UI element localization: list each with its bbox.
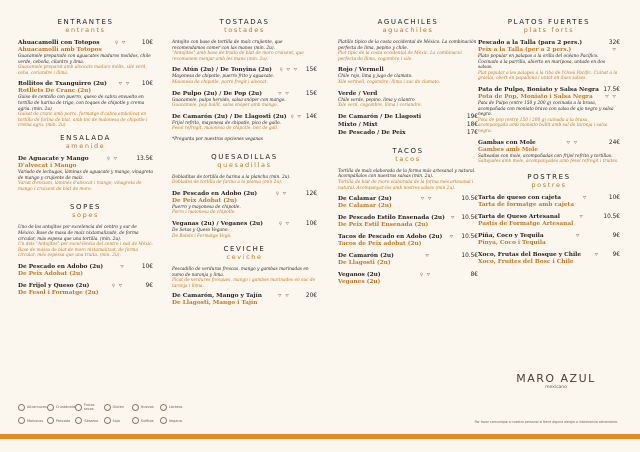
section-title: ENSALADA [60, 133, 111, 142]
item-desc: Pata de Pulpo (entre 150 y 200 g) cocinada a la brasa, acompañada con moniato bravo con salsa de ajo negro y salsa negra. [478, 100, 614, 118]
item-name: De Camarón (2u) [338, 253, 394, 260]
section-note: Dobladitas de tortilla de harina a la plancha (min. 2u). [172, 174, 291, 180]
item-desc-ca: Guisat de cranc amb porro, formatge d'cabra embolicat en tortilla de farina de blat, amb toc de maionesa de chipotle i crema agra. (min. 2u) [18, 112, 148, 129]
section-note: Uno de los antojitos por excelencia del centro y sur de México. Base de masa de maíz nixtamalizado, de forma circular, más espesa que una tortilla. (min. 2u). [18, 225, 139, 242]
item-price: 13.5€ [136, 155, 153, 162]
item-name-ca: De Llagosti, Mango i Tajín [172, 300, 258, 307]
menu-item [18, 264, 153, 278]
allergen-icons: ♀ ⛛ [111, 283, 124, 289]
section-subtitle: amenide [65, 141, 106, 150]
menu-item [172, 67, 317, 85]
item-price: 18€ [466, 121, 478, 128]
section-title: CEVICHE [223, 245, 266, 254]
item-name-ca: De Peix Estil Ensenada (2u) [338, 222, 429, 229]
item-desc-ca: De Bolets i Formatge Vegà. [172, 233, 232, 239]
mollusc-icon [18, 417, 25, 424]
quesadillas-header [172, 153, 317, 169]
section-note-ca: Doblades de tortilla de farina a la planxa (min 2u). [172, 180, 283, 186]
allergen-icons: ♀ ⛛ [419, 273, 432, 279]
item-desc: Salteadas con mole, acompañadas con frijol refrito y tortillas. [478, 153, 613, 159]
ensalada-header [18, 134, 153, 150]
item-price: 10€ [141, 263, 153, 270]
item-name: Tacos de Pescado en Adobo (2u) [338, 234, 443, 241]
item-name: De Frijol y Queso (2u) [18, 282, 90, 289]
item-desc-ca: Saltejades amb mole, acompanyades amb fesol refregit i truites. [478, 159, 619, 165]
item-desc-ca: Maionesa de chipotle, porro fregit i alvocat. [172, 79, 268, 85]
allergen-icons: ♀ ⛛ [114, 41, 127, 46]
section-subtitle: plats forts [523, 26, 575, 34]
section-subtitle: quesadillas [217, 160, 272, 169]
menu-item [338, 234, 478, 248]
section-note-ca: "Antojitos" amb base de truita de blat de moro cruixent, que recomanem menjar amb les mans (min. 2u). [172, 51, 304, 62]
item-desc: Chile rojo, lima y jugo de clamato. [338, 74, 413, 80]
menu-item [172, 114, 317, 132]
aguachiles-prices [338, 114, 478, 137]
item-desc: Guiso de centollo con puerro, queso de cabra envuelto en tortilla de harina de trigo, con toques de chipotle y crema agria. (min. 2u) [18, 95, 145, 112]
allergen-icons: ⛛ [575, 233, 581, 239]
item-price: 9€ [612, 251, 620, 258]
menu-item [478, 40, 620, 82]
allergen-icons: ♀ ⛛ [278, 221, 291, 227]
menu-item [338, 272, 478, 286]
item-price: 10€ [141, 40, 153, 46]
sesame-icon [75, 417, 82, 424]
section-title: QUESADILLAS [211, 152, 278, 161]
item-name: Pescado a la Talla (para 2 pers.) [478, 40, 583, 46]
allergen-icons: ⛛ [594, 252, 600, 258]
item-name-ca: Pinya, Coco i Tequila [478, 239, 546, 246]
item-name-ca: Pastís de Formatge Artesanal [478, 220, 574, 227]
item-desc-ca: Guacamole preparat amb alvocats madurs mòlts, xile verd, ceba, coriandre i llima. [18, 65, 147, 76]
item-desc: De Setas y Queso Vegano. [172, 227, 229, 233]
item-price: 9€ [612, 232, 620, 239]
section-subtitle: sopes [72, 211, 99, 220]
item-name-ca: Xoco, Fruites del Bosc i Chile [478, 258, 574, 265]
allergy-footer-note: Por favor comunique a nuestro personal si tiene alguna alergia o intolerancia alimentaria. [474, 420, 618, 424]
item-name-ca: Tarta de formatge amb cajeta [478, 201, 574, 208]
item-desc: Plato popular en palapas a la orilla del océano Pacífico. Cocinado a la parrilla, abierto en mariposa, untado en dos salsas. [478, 54, 606, 71]
platos-header [478, 18, 620, 34]
allergen-icons: ⛛ [582, 195, 588, 201]
item-name: De Pulpo (2u) / De Pop (2u) [172, 90, 262, 97]
column-2 [172, 18, 317, 312]
section-title: ENTRANTES [57, 18, 114, 26]
soy-icon [104, 417, 111, 424]
item-desc: Guacamole, pulpo hervido, salsa snóper con mango. [172, 97, 286, 103]
section-title: TOSTADAS [219, 18, 270, 26]
allergen-icons: ⛛ [449, 235, 455, 241]
price-row-label: De Camarón / De Llagosti [338, 113, 422, 120]
menu-item [18, 283, 153, 297]
item-name-ca: Gambes amb Mole [478, 146, 538, 153]
brand-logo [516, 372, 596, 390]
item-price: 20€ [305, 293, 317, 300]
sopes-header [18, 203, 153, 219]
legend-item: Frutos secos [75, 403, 103, 411]
allergen-icons: ♀ ⛛ [290, 114, 303, 120]
item-price: 12€ [305, 190, 317, 197]
item-price: 8€ [470, 272, 478, 279]
allergen-icons: ⛛ [579, 214, 585, 220]
section-title: PLATOS FUERTES [507, 18, 591, 26]
item-name-ca: Peix a la Talla (per a 2 pers.) [478, 47, 572, 53]
section-subtitle: tacos [395, 154, 421, 163]
menu-item [478, 140, 620, 165]
lupin-icon [18, 404, 25, 411]
item-name-ca: De Calamar (2u) [338, 203, 392, 210]
allergen-legend [18, 403, 188, 424]
item-price: 10.5€ [603, 213, 620, 220]
entrantes-header [18, 18, 153, 34]
menu-item [172, 91, 317, 109]
item-price: 9€ [145, 282, 153, 289]
section-note-ca: Tortilla de blat de moro elaborada de la forma més artesanal i natural. Acompanyar-los amb nostres salses (min 2u). [338, 179, 474, 191]
allergen-icons: ♀ ⛛ [275, 191, 288, 197]
item-name: Piña, Coco y Tequila [478, 232, 544, 239]
allergen-icons: ⛛ ⛛ [277, 294, 290, 300]
section-note-ca: Un dels "Antojitos" per excel·lència del centre i sud de Mèxic. Base de massa de blat de moro nixtamalitzat, de forma circular, més espessa que una truita. (min. 2u). [18, 242, 153, 259]
item-price: 10.5€ [461, 196, 478, 203]
menu-item [338, 67, 478, 85]
section-subtitle: tostades [224, 26, 265, 34]
crustacean-icon [47, 404, 54, 411]
item-price: 10€ [141, 81, 153, 88]
item-price: 17€ [466, 129, 478, 136]
price-row-label: De Pescado / De Peix [338, 129, 406, 136]
item-name: Tarta de queso con cajeta [478, 194, 562, 201]
item-name-ca: Veganes (2u) [338, 279, 381, 286]
vegan-footnote: *Pregunta por nuestras opciones veganas [172, 136, 263, 142]
item-name-ca: Pota de Pop, Moniato i Salsa Negra [478, 93, 593, 100]
item-desc-ca: Variat d'enciam, làmines d'alvocat i mango, vinagreta de mango i cruixent de blat de moro. [18, 181, 142, 192]
item-desc-ca: Fesol refregit, maionesa de chipotle, bec de gall. [172, 126, 279, 132]
item-name: De Atún (2u) / De Tonyina (2u) [172, 67, 272, 74]
item-price: 24€ [608, 139, 620, 146]
allergen-icons: ⛛ ⛛ [118, 82, 131, 88]
menu-item [172, 221, 317, 239]
allergen-icons: ⛛ [120, 264, 125, 270]
aguachiles-header [338, 18, 478, 34]
nuts-icon [75, 404, 82, 411]
section-note: Pescadillo de verduras frescas, mango y gambas marinadas en zumo de naranja y lima. [172, 267, 309, 278]
allergen-icons: ♀ ⛛ [106, 156, 119, 162]
item-name: Rojo / Vermell [338, 67, 384, 74]
menu-item [478, 195, 620, 209]
legend-item: Crustáceos [47, 403, 75, 411]
section-subtitle: ceviche [226, 253, 263, 262]
item-name: De Pescado Estilo Ensenada (2u) [338, 215, 445, 222]
legend-item: Sésamo [75, 417, 103, 424]
section-title: SOPES [69, 203, 102, 212]
menu-item [478, 233, 620, 247]
item-desc-ca: Pota de pop (entre 150 i 200 g) cuinada a la brasa, acompanyada amb moniato bullit amb sal de taronja i salsa negra. [478, 117, 608, 134]
item-name: Ahuacamolli con Totopos [18, 40, 100, 46]
item-name: Gambas con Mole [478, 139, 536, 146]
legend-item: Lácteos [160, 403, 188, 411]
section-title: TACOS [392, 146, 424, 155]
postres-header [478, 173, 620, 189]
menu-item [338, 91, 478, 109]
item-name-ca: D'alvocat i Mango [18, 162, 77, 169]
item-desc-ca: Guacamole, pop bullit, salsa snòper amb mango. [172, 103, 278, 109]
item-name: Xoco, Frutas del Bosque y Chile [478, 251, 582, 258]
item-price: 32€ [608, 40, 620, 46]
menu-item [172, 191, 317, 216]
item-desc: Mayonesa de chipotle, puerro frito y aguacate. [172, 74, 275, 80]
item-price: 10.5€ [461, 253, 478, 260]
item-desc: Chile verde, pepino, lima y cilantro [338, 97, 415, 103]
item-price: 15€ [305, 90, 317, 97]
allergen-icons: ⛛ [450, 216, 456, 222]
item-name: Verde / Verd [338, 90, 378, 97]
menu-item [18, 81, 153, 129]
tacos-header [338, 147, 478, 163]
column-4 [478, 18, 620, 271]
menu-item [172, 293, 317, 307]
section-title: POSTRES [527, 172, 571, 181]
item-name: De Camarón (2u) / De Llagosti (2u) [172, 113, 287, 120]
item-name-ca: Ahuacamolli amb Totopos [18, 47, 102, 53]
section-note-ca: Plat típic de la costa occidental de Mèxic. La combinació perfecta de llima, cogombre i xile. [338, 51, 462, 62]
item-price: 10€ [608, 194, 620, 201]
section-note-ca: Picat de verdures fresques, mango i gambes marinades en suc de taronja i llima. [172, 278, 316, 289]
item-desc-ca: Xile verd, cogombre, llima i coriandre. [338, 103, 423, 109]
item-name: De Pescado en Adobo (2u) [172, 190, 258, 197]
item-desc: Guacamole preparado con aguacates maduros molidos, chile verde, cebolla, cilantro y lima. [18, 54, 151, 65]
section-subtitle: entrants [65, 26, 106, 34]
item-name: De Pescado en Adobo (2u) [18, 263, 104, 270]
legend-item: Soja [104, 417, 132, 424]
item-name: Veganas (2u) / Veganes (2u) [172, 220, 263, 227]
legend-item: Gluten [104, 403, 132, 411]
item-name-ca: Rotllets De Cranc (2u) [18, 88, 92, 95]
item-name: Pata de Pulpo, Boniato y Salsa Negra [478, 86, 599, 93]
tostadas-header [172, 18, 317, 34]
menu-item [478, 214, 620, 228]
section-title: AGUACHILES [377, 18, 439, 26]
menu-item [338, 253, 478, 267]
allergen-icons: ⛛ ⛛ [420, 197, 433, 203]
allergen-icons: ⛛ ⛛ [277, 91, 290, 97]
section-note: Platillo típico de la costa occidental de México. La combinación perfecta de lima, pepino y chile. [338, 40, 477, 51]
brand-subtitle: mexicano [545, 385, 567, 390]
menu-item [338, 215, 478, 229]
item-price: 17.5€ [603, 86, 620, 93]
item-name-ca: De Peix Adobat (2u) [172, 197, 237, 204]
item-name: Veganos (2u) [338, 272, 381, 279]
egg-icon [132, 404, 139, 411]
item-name: Tarta de Queso Artesanal [478, 213, 560, 220]
menu-item [18, 40, 153, 76]
menu-item [478, 87, 620, 135]
item-name-ca: Tacos de Peix adobat (2u) [338, 241, 422, 248]
sulphite-icon [132, 417, 139, 424]
column-3 [338, 18, 478, 291]
item-name: De Calamar (2u) [338, 196, 392, 203]
item-price: 19€ [466, 113, 478, 120]
item-name-ca: De Llagosti (2u) [338, 260, 391, 267]
item-desc-ca: Porro i maionesa de chipotle. [172, 210, 236, 216]
allergen-icons: ♀ ⛛ ⛛ [279, 68, 299, 74]
item-desc-ca: Xile vermell, cogombre, llima i suc de clamato. [338, 79, 441, 85]
legend-item: Sulfitos [132, 417, 160, 424]
fish-icon [47, 417, 54, 424]
item-name: Rollitos de Txanguirro (2u) [18, 81, 107, 88]
item-price: 10.5€ [461, 215, 478, 222]
gluten-icon [104, 404, 111, 411]
legend-item: Vegano [160, 417, 188, 424]
item-price: 10.5€ [461, 234, 478, 241]
item-price: 10€ [305, 220, 317, 227]
brand-name: MARO AZUL [516, 372, 596, 385]
section-note: Tortilla de maíz elaborada de la forma más artesanal y natural. Acompáñalos con nuestras salsas (min. 2u). [338, 168, 476, 180]
menu-item [338, 196, 478, 210]
menu-item [478, 252, 620, 266]
item-desc: Puerro y mayonesa de chipotle. [172, 204, 241, 210]
item-desc-ca: Plat popular a les palapes a la riba de l'Oceà Pacífic. Cuinat a la graella, obert en papallona i untat en dues salses. [478, 70, 618, 82]
item-name: De Aguacate y Mango [18, 155, 89, 162]
allergen-icons: ⛛ [425, 254, 431, 260]
legend-item: Moluscos [18, 417, 47, 424]
allergen-icons: ⛛ ⛛ [605, 94, 617, 100]
item-desc: Frijol refrito, mayonesa de chipotle, pico de gallo. [172, 120, 281, 126]
section-note: Antojito con base de tortilla de maíz crujiente, que recomendamos comer con las manos (min. 2u). [172, 40, 283, 51]
legend-item: Pescado [47, 417, 75, 424]
vegan-icon [160, 417, 167, 424]
bottom-accent-bar [0, 434, 640, 439]
item-name-ca: De Peix Adobat (2u) [18, 270, 83, 277]
section-subtitle: aguachiles [382, 26, 434, 34]
ceviche-header [172, 245, 317, 261]
price-row-label: Mixto / Mixt [338, 121, 378, 128]
legend-item: Altramuces [18, 403, 47, 411]
allergen-icons: ⛛ [612, 48, 617, 53]
menu-item [18, 156, 153, 192]
item-price: 14€ [305, 113, 317, 120]
column-1 [18, 18, 153, 302]
item-desc: Variado de lechugas, láminas de aguacate y mango, vinagreta de mango y crujiente de maíz. [18, 169, 153, 181]
legend-item: Huevos [132, 403, 160, 411]
dairy-icon [160, 404, 167, 411]
item-price: 15€ [305, 67, 317, 74]
allergen-icons: ⛛ ⛛ [566, 140, 579, 146]
section-subtitle: postres [531, 180, 567, 189]
item-name-ca: De Fesol i Formatge (2u) [18, 289, 99, 296]
item-name: De Camarón, Mango y Tajín [172, 293, 262, 300]
